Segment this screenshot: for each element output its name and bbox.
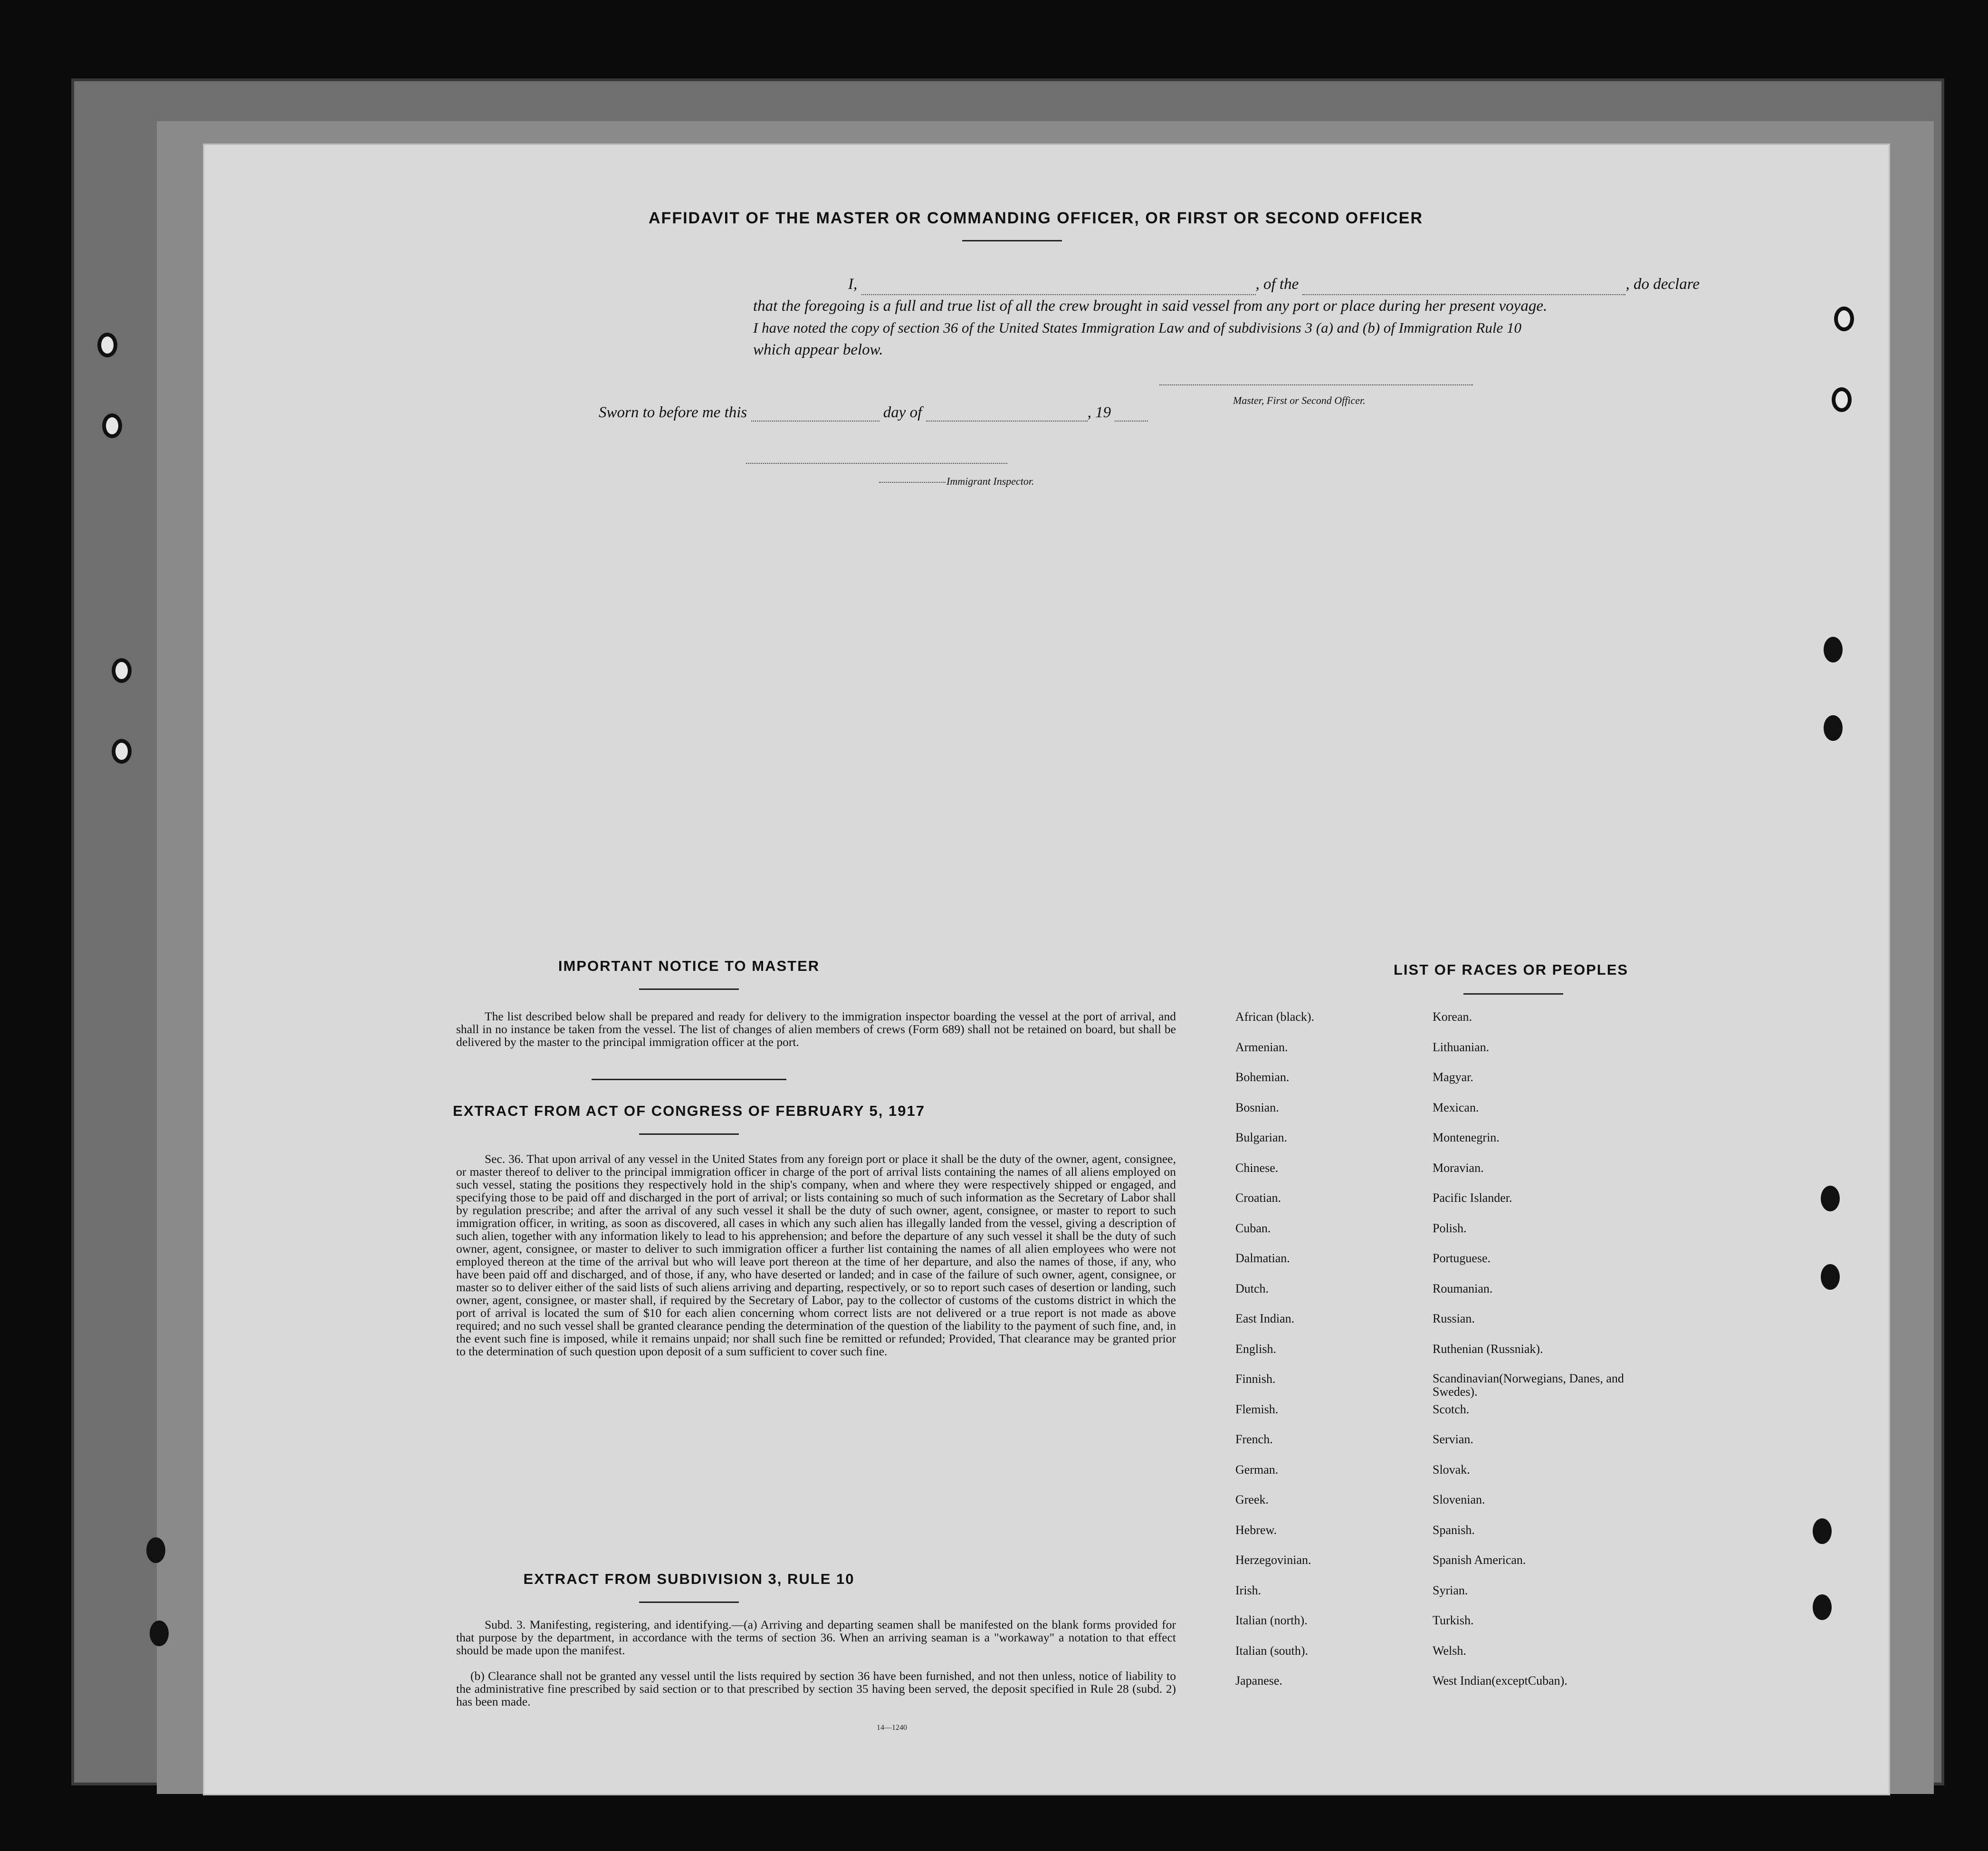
race-item: Magyar.: [1433, 1070, 1473, 1084]
race-item: Korean.: [1433, 1010, 1472, 1024]
binder-hole: [146, 1537, 165, 1563]
binder-hole-ring: [112, 739, 132, 764]
sworn-year-label: , 19: [1087, 404, 1111, 421]
binder-hole: [1813, 1518, 1832, 1544]
sworn-month-field[interactable]: [926, 404, 1088, 422]
race-item: Roumanian.: [1433, 1281, 1493, 1295]
extract-act-title: EXTRACT FROM ACT OF CONGRESS OF FEBRUARY 5, 1917: [453, 1103, 925, 1119]
race-item: Herzegovinian.: [1235, 1553, 1311, 1567]
race-item: French.: [1235, 1432, 1273, 1446]
vessel-name-field[interactable]: [1302, 278, 1625, 295]
race-item: Welsh.: [1433, 1643, 1466, 1658]
race-item: Montenegrin.: [1433, 1131, 1500, 1144]
race-item: Turkish.: [1433, 1613, 1474, 1627]
master-signature-caption: Master, First or Second Officer.: [1233, 394, 1366, 406]
declare-label: , do declare: [1625, 276, 1700, 293]
binder-hole-ring: [97, 333, 117, 357]
extract-rule-title-rule: [639, 1602, 739, 1603]
binder-hole-ring: [1834, 307, 1854, 331]
race-item: Dalmatian.: [1235, 1251, 1290, 1265]
declarant-name-field[interactable]: [861, 278, 1256, 295]
races-title: LIST OF RACES OR PEOPLES: [1393, 961, 1629, 978]
inspector-caption: Immigrant Inspector.: [946, 475, 1034, 487]
notice-title: IMPORTANT NOTICE TO MASTER: [558, 958, 820, 974]
race-item: Japanese.: [1235, 1674, 1282, 1688]
master-signature-field[interactable]: [1159, 383, 1473, 385]
race-item: Bohemian.: [1235, 1070, 1290, 1084]
race-item: Greek.: [1235, 1493, 1269, 1506]
sworn-label: Sworn to before me this: [599, 404, 747, 421]
race-item: Dutch.: [1235, 1281, 1269, 1295]
binder-hole-ring: [1832, 387, 1852, 412]
race-item: Chinese.: [1235, 1160, 1279, 1175]
extract-rule-title: EXTRACT FROM SUBDIVISION 3, RULE 10: [523, 1571, 855, 1587]
race-item: Moravian.: [1433, 1160, 1484, 1175]
affidavit-title: AFFIDAVIT OF THE MASTER OR COMMANDING OFFICER, OR FIRST OR SECOND OFFICER: [649, 209, 1423, 227]
section-divider: [592, 1079, 786, 1080]
binder-hole: [1813, 1594, 1832, 1620]
notice-title-rule: [639, 988, 739, 990]
race-item: Flemish.: [1235, 1402, 1279, 1416]
race-item: English.: [1235, 1342, 1276, 1356]
race-item: Spanish.: [1433, 1523, 1475, 1537]
affidavit-declaration-line: [753, 273, 1703, 295]
affidavit-line-2: that the foregoing is a full and true list of all the crew brought in said vessel from any port or place during her present voyage.: [753, 297, 1548, 315]
race-item: West Indian(exceptCuban).: [1433, 1674, 1567, 1688]
notice-text: The list described below shall be prepared and ready for delivery to the immigration inspector boarding the vessel at the port of arrival, and shall in no instance be taken from the vessel. The list of changes of alien members of crews (Form 689) shall not be retained on board, but shall be delivered by the master to the principal immigration officer at the port.: [456, 1009, 1176, 1049]
declarant-label: I,: [848, 276, 858, 293]
race-item: Mexican.: [1433, 1100, 1479, 1114]
race-item: Servian.: [1433, 1432, 1473, 1446]
binder-hole-ring: [102, 413, 122, 438]
race-item: Polish.: [1433, 1221, 1467, 1235]
race-item: Slovenian.: [1433, 1493, 1485, 1506]
race-item: Syrian.: [1433, 1583, 1468, 1597]
race-item: Bosnian.: [1235, 1100, 1279, 1114]
race-item: Pacific Islander.: [1433, 1191, 1512, 1205]
binder-hole: [150, 1621, 169, 1646]
races-title-rule: [1463, 993, 1563, 995]
binder-hole: [1821, 1186, 1840, 1211]
sworn-line: [599, 404, 1148, 422]
extract-rule-text-a: Subd. 3. Manifesting, registering, and identifying.—(a) Arriving and departing seamen shall be manifested on the blank forms provided for that purpose by the department, in accordance with the terms of section 36. When an arriving seaman is a "workaway" a notation to that effect should be made upon the manifest.: [456, 1618, 1176, 1657]
document-page: [204, 145, 1889, 1794]
race-item: Ruthenian (Russniak).: [1433, 1342, 1543, 1356]
race-item: Slovak.: [1433, 1462, 1470, 1477]
races-column-2: [1433, 1010, 1646, 1704]
inspector-signature-lead: [879, 480, 946, 483]
extract-rule-text-b: (b) Clearance shall not be granted any vessel until the lists required by section 36 have been furnished, and not then unless, notice of liability to the administrative fine prescribed by said section or to that prescribed by section 35 having been served, the deposit specified in Rule 28 (subd. 2) has been made.: [456, 1669, 1176, 1708]
race-item: Armenian.: [1235, 1040, 1288, 1054]
binder-hole: [1824, 637, 1843, 662]
race-item: Croatian.: [1235, 1191, 1281, 1205]
race-item: Lithuanian.: [1433, 1040, 1490, 1054]
race-item: Portuguese.: [1433, 1251, 1491, 1265]
race-item: Spanish American.: [1433, 1553, 1526, 1567]
race-item: Italian (north).: [1235, 1613, 1308, 1627]
race-item: Hebrew.: [1235, 1523, 1277, 1537]
binder-hole: [1824, 715, 1843, 741]
inspector-signature-field[interactable]: [746, 461, 1007, 464]
binder-hole: [1821, 1264, 1840, 1290]
race-item: Russian.: [1433, 1312, 1475, 1325]
race-item: Scandinavian(Norwegians, Danes, and Swedes).: [1433, 1371, 1624, 1399]
race-item: German.: [1235, 1462, 1279, 1477]
affidavit-line-3: I have noted the copy of section 36 of the United States Immigration Law and of subdivisions 3 (a) and (b) of Immigration Rule 10: [753, 319, 1521, 336]
race-item: African (black).: [1235, 1010, 1315, 1024]
race-item: Finnish.: [1235, 1372, 1276, 1386]
race-item: Bulgarian.: [1235, 1131, 1288, 1144]
affidavit-body: [753, 273, 1703, 361]
race-item: Irish.: [1235, 1583, 1262, 1597]
sworn-day-field[interactable]: [751, 404, 879, 422]
sworn-year-field[interactable]: [1115, 404, 1148, 422]
sworn-day-of-label: day of: [883, 404, 922, 421]
races-column-1: [1235, 1010, 1416, 1704]
vessel-label: , of the: [1255, 276, 1299, 293]
race-item: Cuban.: [1235, 1221, 1271, 1235]
race-item: East Indian.: [1235, 1312, 1295, 1325]
extract-act-title-rule: [639, 1133, 739, 1135]
extract-act-text: Sec. 36. That upon arrival of any vessel in the United States from any foreign port or place it shall be the duty of the owner, agent, consignee, or master thereof to deliver to the principal immigration officer in charge of the port of arrival lists containing the names of all aliens employed on such vessel, stating the positions they respectively hold in the ship's company, when and where they were respectively shipped or engaged, and specifying those to be paid off and discharged in the port of arrival; or lists containing so much of such information as the Secretary of Labor shall by regulation prescribe; and after the arrival of any such vessel it shall be the duty of such owner, agent, consignee, or master to report to such immigration officer, in writing, as soon as discovered, all cases in which any such alien has illegally landed from the vessel, giving a description of such alien, together with any information likely to lead to his apprehension; and before the departure of any such vessel it shall be the duty of such owner, agent, consignee, or master to deliver to such immigration officer a further list containing the names of all alien employees who were not employed thereon at the time of the arrival but who will leave port thereon at the time of her departure, and also the names of those, if any, who have been paid off and discharged, and of those, if any, who have deserted or landed; and in case of the failure of such owner, agent, consignee, or master so to deliver either of the said lists of such aliens arriving and departing, respectively, or so to report such cases of desertion or landing, such owner, agent, consignee, or master shall, if required by the Secretary of Labor, pay to the collector of customs of the customs district in which the port of arrival is located the sum of $10 for each alien concerning whom correct lists are not delivered or a true report is not made as above required; and no such vessel shall be granted clearance pending the determination of the question of the liability to the payment of such fine, and, in the event such fine is imposed, while it remains unpaid; nor shall such fine be remitted or refunded; Provided, That clearance may be granted prior to the determination of such question upon deposit of a sum sufficient to cover such fine.: [456, 1152, 1176, 1358]
affidavit-line-4: which appear below.: [753, 341, 883, 358]
binder-hole-ring: [112, 658, 132, 683]
race-item: Scotch.: [1433, 1402, 1470, 1416]
form-number: 14—1240: [877, 1724, 907, 1732]
race-item: Italian (south).: [1235, 1643, 1309, 1658]
affidavit-title-rule: [962, 240, 1062, 241]
